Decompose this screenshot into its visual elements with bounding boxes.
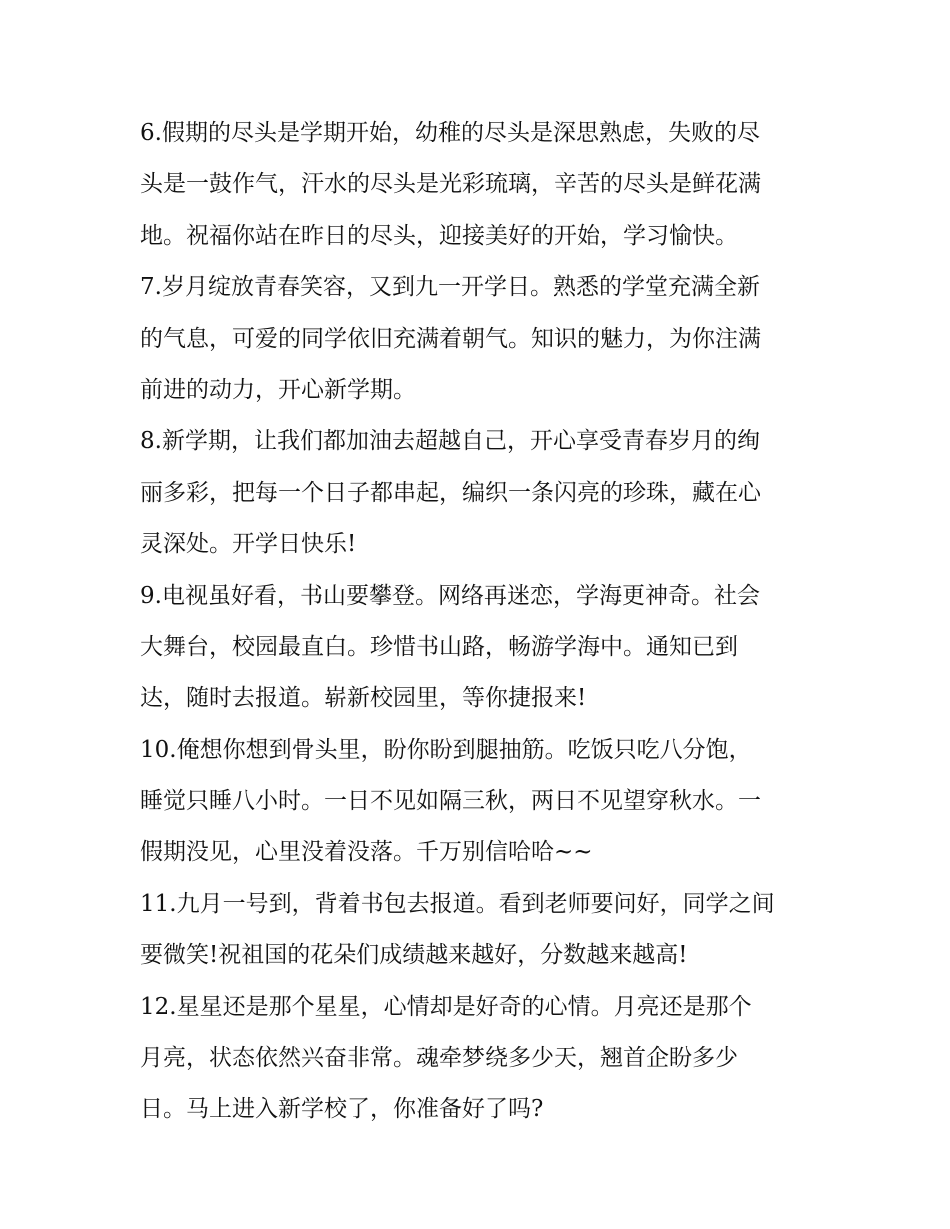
text-line: 地。祝福你站在昨日的尽头，迎接美好的开始，学习愉快。: [140, 222, 738, 249]
text-line: 12.星星还是那个星星，心情却是好奇的心情。月亮还是那个: [140, 993, 752, 1020]
text-line: 10.俺想你想到骨头里，盼你盼到腿抽筋。吃饭只吃八分饱，: [140, 736, 752, 763]
text-line: 11.九月一号到，背着书包去报道。看到老师要问好，同学之间: [140, 890, 775, 917]
text-line: 前进的动力，开心新学期。: [140, 376, 416, 403]
document-body: [140, 108, 820, 1136]
text-line: 头是一鼓作气，汗水的尽头是光彩琉璃，辛苦的尽头是鲜花满: [140, 171, 761, 198]
text-line: 8.新学期，让我们都加油去超越自己，开心享受青春岁月的绚: [140, 428, 760, 455]
text-line: 达，随时去报道。崭新校园里，等你捷报来!: [140, 685, 587, 712]
text-line: 7.岁月绽放青春笑容，又到九一开学日。熟悉的学堂充满全新: [140, 274, 760, 301]
text-line: 要微笑!祝祖国的花朵们成绩越来越好，分数越来越高!: [140, 942, 688, 969]
text-line: 丽多彩，把每一个日子都串起，编织一条闪亮的珍珠，藏在心: [140, 479, 761, 506]
text-line: 6.假期的尽头是学期开始，幼稚的尽头是深思熟虑，失败的尽: [140, 120, 760, 146]
text-line: 大舞台，校园最直白。珍惜书山路，畅游学海中。通知已到: [140, 633, 738, 660]
text-line: 月亮，状态依然兴奋非常。魂牵梦绕多少天，翘首企盼多少: [140, 1045, 738, 1072]
text-line: 灵深处。开学日快乐!: [140, 531, 357, 558]
text-line: 假期没见，心里没着没落。千万别信哈哈~~: [140, 839, 593, 866]
text-line: 的气息，可爱的同学依旧充满着朝气。知识的魅力，为你注满: [140, 325, 761, 352]
text-line: 9.电视虽好看，书山要攀登。网络再迷恋，学海更神奇。社会: [140, 582, 760, 609]
text-line: 日。马上进入新学校了，你准备好了吗?: [140, 1096, 544, 1123]
text-line: 睡觉只睡八小时。一日不见如隔三秋，两日不见望穿秋水。一: [140, 788, 761, 815]
